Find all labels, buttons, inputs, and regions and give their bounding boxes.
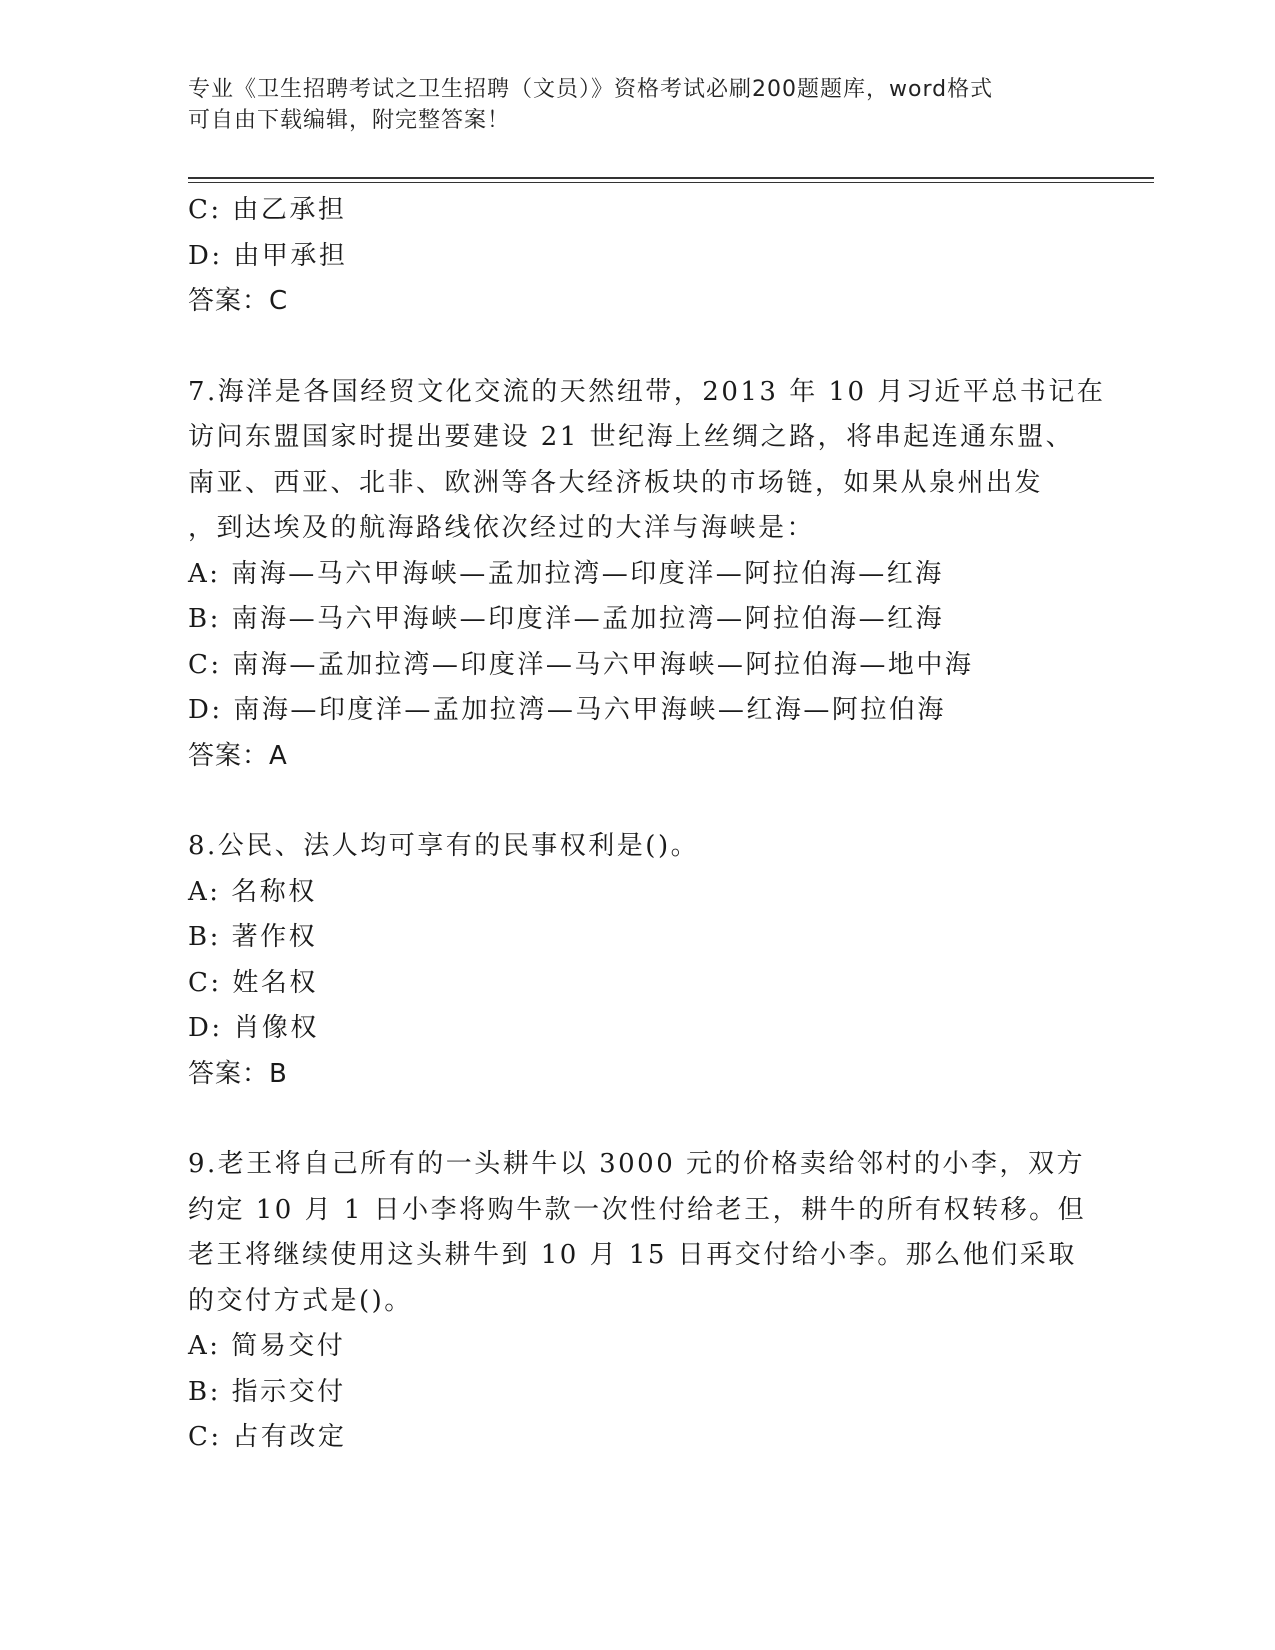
option-a: A: 南海—马六甲海峡—孟加拉湾—印度洋—阿拉伯海—红海 bbox=[188, 558, 944, 589]
option-d: D: 由甲承担 bbox=[188, 240, 348, 271]
answer-line: 答案：C bbox=[188, 286, 289, 316]
question-stem-line: 访问东盟国家时提出要建设 21 世纪海上丝绸之路，将串起连通东盟、 bbox=[188, 422, 1075, 452]
answer-line: 答案：B bbox=[188, 1058, 288, 1089]
question-stem-line: 的交付方式是()。 bbox=[188, 1285, 413, 1316]
question-stem-line: 7.海洋是各国经贸文化交流的天然纽带，2013 年 10 月习近平总书记在 bbox=[188, 376, 1106, 407]
question-gap bbox=[188, 325, 1088, 370]
question-list bbox=[188, 188, 1106, 1461]
option-c: C: 占有改定 bbox=[188, 1422, 347, 1452]
option-a: A: 名称权 bbox=[188, 876, 317, 907]
answer-line: 答案：A bbox=[188, 740, 288, 771]
option-d: D: 南海—印度洋—孟加拉湾—马六甲海峡—红海—阿拉伯海 bbox=[188, 695, 946, 725]
option-a: A: 简易交付 bbox=[188, 1331, 346, 1361]
question-9 bbox=[188, 1142, 1088, 1461]
question-stem-line: 老王将继续使用这头耕牛到 10 月 15 日再交付给小李。那么他们采取 bbox=[188, 1240, 1077, 1270]
question-stem-line: 8.公民、法人均可享有的民事权利是()。 bbox=[188, 831, 700, 861]
question-stem-line: 约定 10 月 1 日小李将购牛款一次性付给老王，耕牛的所有权转移。但 bbox=[188, 1194, 1087, 1225]
header-rule-thick bbox=[188, 177, 1154, 179]
question-8 bbox=[188, 824, 1088, 1097]
question-stem-line: ，到达埃及的航海路线依次经过的大洋与海峡是： bbox=[188, 513, 816, 543]
question-gap bbox=[188, 1097, 1088, 1142]
option-c: C: 姓名权 bbox=[188, 967, 318, 998]
header-line-1: 专业《卫生招聘考试之卫生招聘（文员）》资格考试必刷200题题库，word格式 bbox=[188, 77, 994, 102]
question-6-tail bbox=[188, 188, 1088, 325]
option-b: B: 指示交付 bbox=[188, 1376, 346, 1407]
option-b: B: 著作权 bbox=[188, 922, 318, 952]
question-stem-line: 9.老王将自己所有的一头耕牛以 3000 元的价格卖给邻村的小李，双方 bbox=[188, 1149, 1086, 1179]
option-c: C: 南海—孟加拉湾—印度洋—马六甲海峡—阿拉伯海—地中海 bbox=[188, 649, 974, 680]
option-c: C: 由乙承担 bbox=[188, 195, 347, 225]
question-gap bbox=[188, 779, 1088, 824]
page-header bbox=[188, 74, 1068, 136]
header-line-2: 可自由下载编辑，附完整答案！ bbox=[188, 108, 511, 133]
question-stem-line: 南亚、西亚、北非、欧洲等各大经济板块的市场链，如果从泉州出发 bbox=[188, 467, 1044, 498]
option-b: B: 南海—马六甲海峡—印度洋—孟加拉湾—阿拉伯海—红海 bbox=[188, 604, 945, 634]
header-rule-thin bbox=[188, 182, 1154, 183]
question-7 bbox=[188, 370, 1106, 780]
option-d: D: 肖像权 bbox=[188, 1013, 319, 1043]
